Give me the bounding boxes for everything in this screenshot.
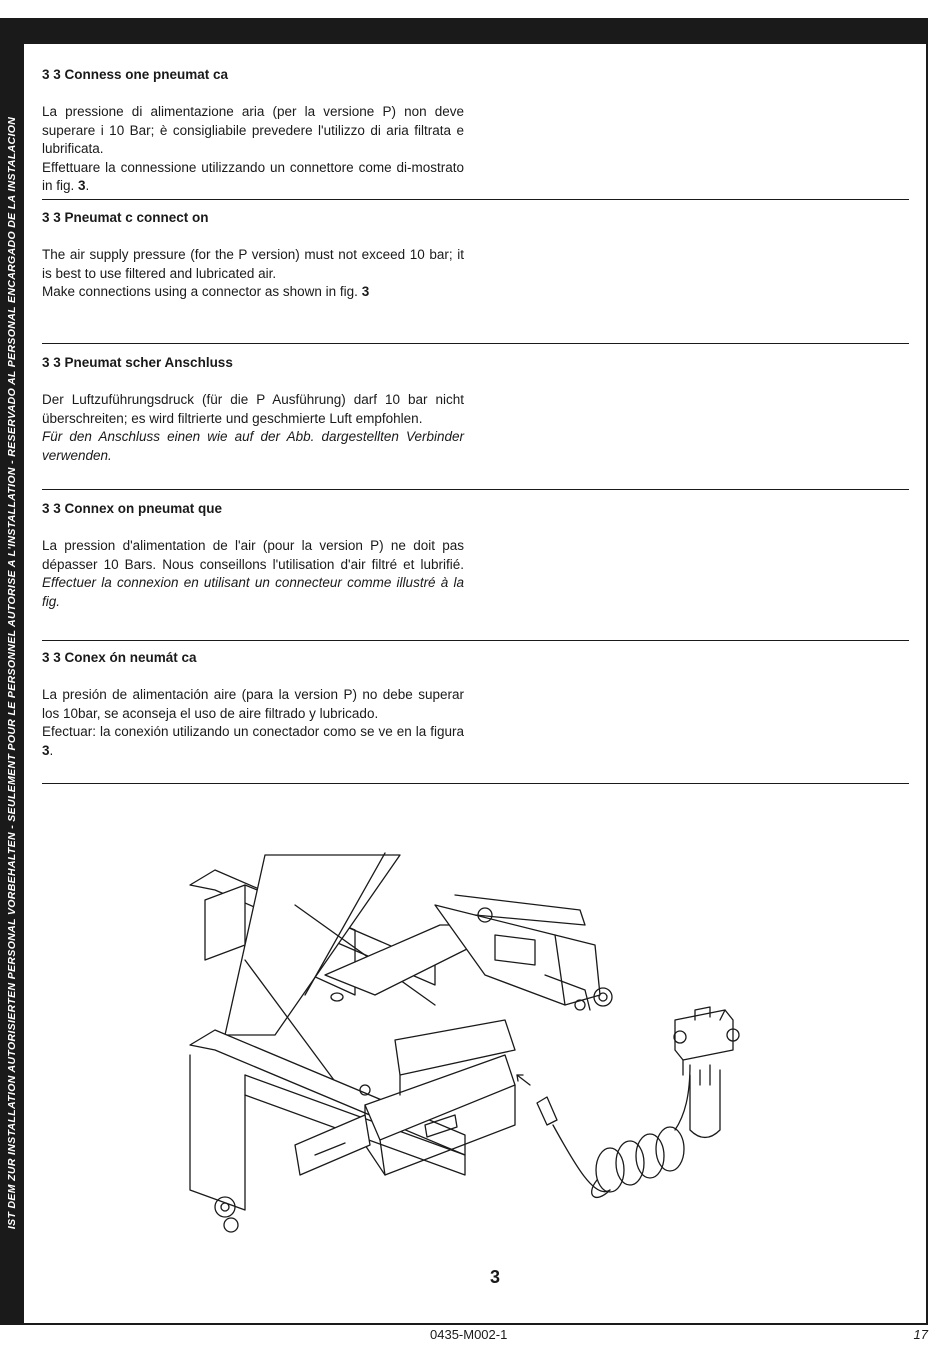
left-side-banner (0, 18, 24, 1325)
side-banner-text: IST DEM ZUR INSTALLATION AUTORISIERTEN PERSONAL VORBEHALTEN - SEULEMENT POUR LE PERSONNEL AUTORISE A L'INSTALLATION - RESERVADO AL PERSONAL ENCARGADO DE LA INSTALACION (6, 116, 18, 1230)
section-paragraph-italic: Für den Anschluss einen wie auf der Abb. dargestellten Verbinder verwenden. (42, 429, 464, 463)
section-paragraph: Efectuar: la conexión utilizando un conectador como se ve en la figura 3. (42, 724, 464, 758)
top-header-bar (24, 18, 928, 44)
section-divider (42, 640, 909, 641)
section-paragraph: La presión de alimentación aire (para la version P) no debe superar los 10bar, se aconseja el uso de aire filtrado y lubricado. (42, 687, 464, 721)
section-divider (42, 343, 909, 344)
section-german (42, 354, 464, 465)
section-english (42, 209, 464, 302)
figure-number: 3 (489, 1267, 500, 1287)
section-paragraph: Make connections using a connector as shown in fig. 3 (42, 284, 370, 299)
section-paragraph: Effettuare la connessione utilizzando un connettore come di-mostrato in fig. 3. (42, 159, 464, 193)
document-code: 0435-M002-1 (430, 1327, 508, 1342)
section-title: 3 3 Pneumat scher Anschluss (42, 355, 233, 370)
pneumatic-connection-illustration (185, 845, 755, 1250)
section-title: 3 3 Conex ón neumát ca (42, 650, 197, 665)
section-italian (42, 66, 464, 196)
page-frame-bottom (0, 1323, 928, 1325)
page-number: 17 (913, 1327, 928, 1342)
section-title: 3 3 Connex on pneumat que (42, 501, 223, 516)
section-divider (42, 783, 909, 784)
section-spanish (42, 649, 464, 760)
page-frame-right (926, 18, 928, 1325)
section-paragraph: The air supply pressure (for the P version) must not exceed 10 bar; it is best to use filtered and lubricated air. (42, 247, 464, 281)
section-paragraph: Der Luftzuführungsdruck (für die P Ausführung) darf 10 bar nicht überschreiten; es wird filtrierte und geschmierte Luft empfohlen. (42, 392, 464, 426)
section-title: 3 3 Conness one pneumat ca (42, 67, 229, 82)
section-divider (42, 199, 909, 200)
section-divider (42, 489, 909, 490)
section-paragraph: La pressione di alimentazione aria (per la versione P) non deve superare i 10 Bar; è consigliabile prevedere l'utilizzo di aria filtrata e lubrificata. (42, 104, 464, 156)
section-paragraph: La pression d'alimentation de l'air (pour la version P) ne doit pas dépasser 10 Bars. Nous conseillons l'utilisation d'air filtré et lubrifié. Effectuer la connexion en utilisant un connecteur comme illustré à la fig. (42, 538, 464, 609)
section-french (42, 500, 464, 611)
section-title: 3 3 Pneumat c connect on (42, 210, 209, 225)
